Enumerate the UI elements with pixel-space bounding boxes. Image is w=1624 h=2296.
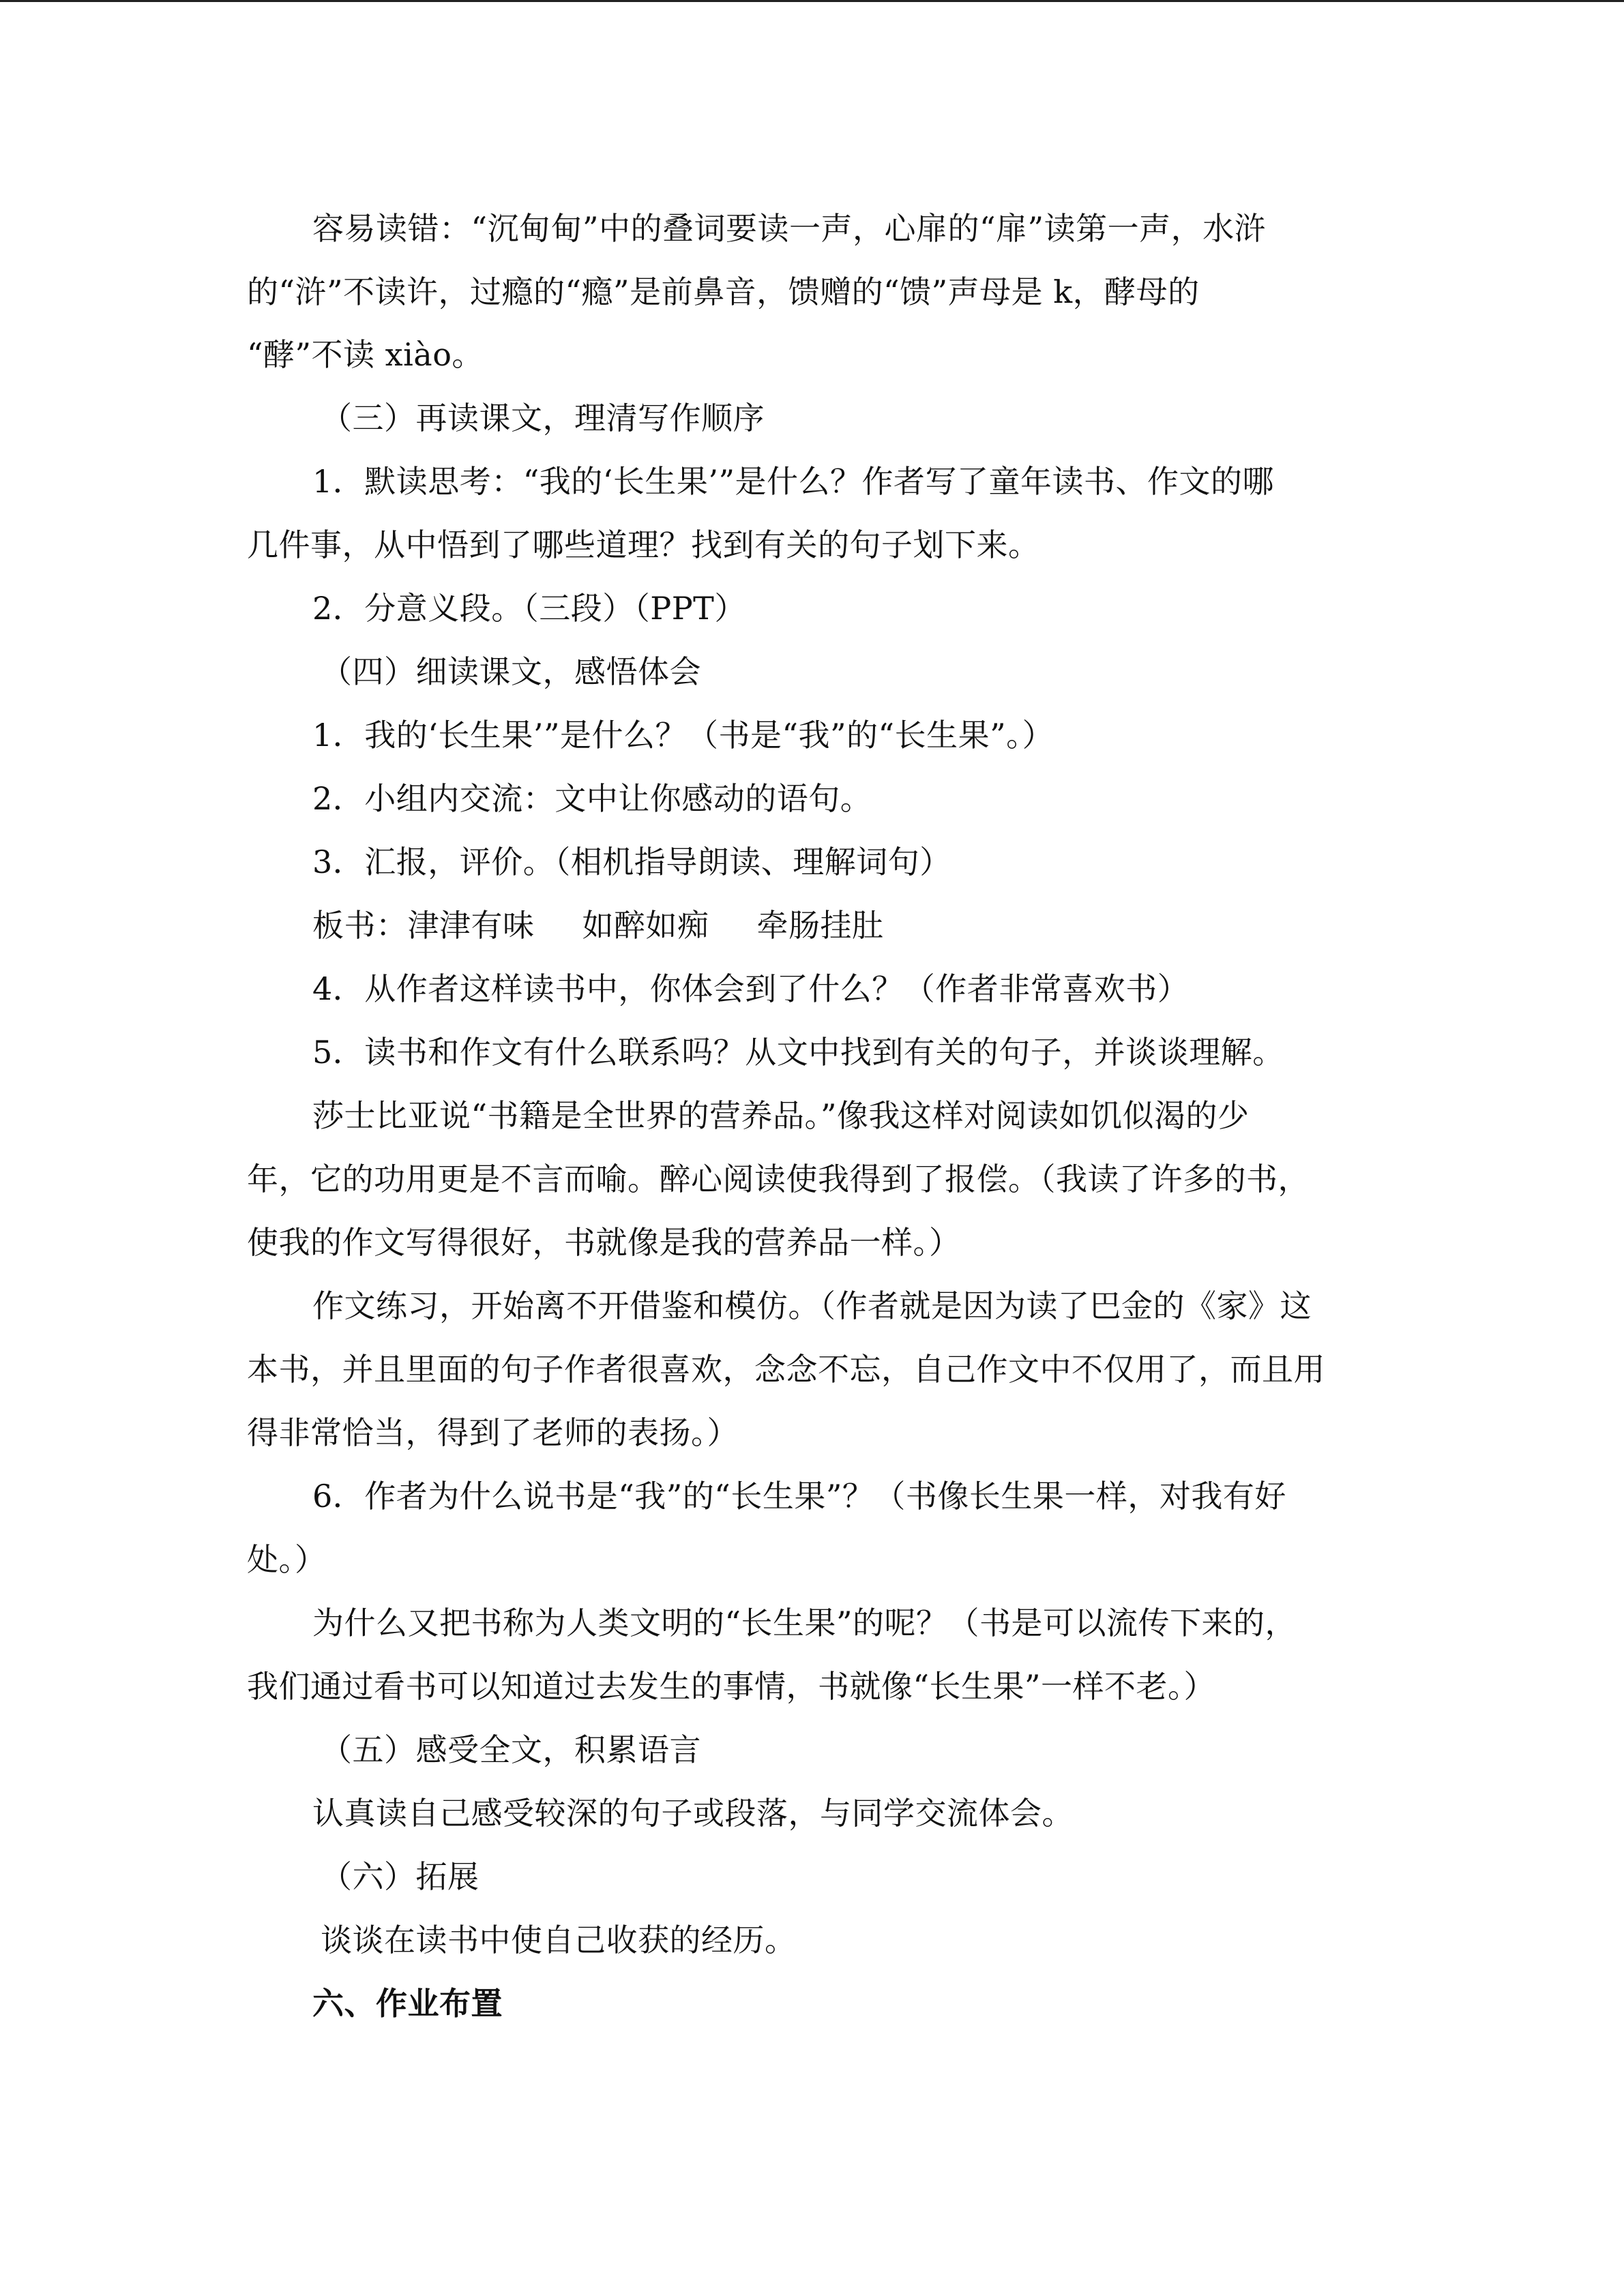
section-title-homework: 六、作业布置 xyxy=(312,1985,503,2022)
paragraph-line: 年，它的功用更是不言而喻。醉心阅读使我得到了报偿。（我读了许多的书， xyxy=(247,1161,1310,1197)
board-writing-line xyxy=(312,905,884,946)
paragraph-line: 莎士比亚说“书籍是全世界的营养品。”像我这样对阅读如饥似渴的少 xyxy=(312,1097,1250,1134)
list-item: 6．作者为什么说书是“我”的“长生果”？（书像长生果一样，对我有好 xyxy=(312,1478,1286,1515)
paragraph-line: 得非常恰当，得到了老师的表扬。） xyxy=(247,1414,739,1451)
paragraph-line: 作文练习，开始离不开借鉴和模仿。（作者就是因为读了巴金的《家》这 xyxy=(312,1287,1312,1324)
list-item: 1．我的‘长生果’”是什么？（书是“我”的“长生果”。） xyxy=(312,717,1054,754)
list-item: 2．分意义段。（三段）（PPT） xyxy=(312,590,746,627)
section-heading-3: （三）再读课文，理清写作顺序 xyxy=(321,400,765,436)
board-term: 牵肠挂肚 xyxy=(756,907,884,944)
paragraph-line: 使我的作文写得很好，书就像是我的营养品一样。） xyxy=(247,1224,961,1261)
paragraph-line: 谈谈在读书中使自己收获的经历。 xyxy=(321,1922,797,1958)
board-prefix: 板书： xyxy=(312,907,408,944)
board-term: 如醉如痴 xyxy=(582,907,709,944)
section-heading-4: （四）细读课文，感悟体会 xyxy=(321,653,701,690)
section-heading-6: （六）拓展 xyxy=(321,1858,479,1895)
paragraph-line: 处。） xyxy=(247,1541,327,1578)
paragraph-line: 认真读自己感受较深的句子或段落，与同学交流体会。 xyxy=(312,1795,1074,1832)
paragraph-line: 几件事，从中悟到了哪些道理？找到有关的句子划下来。 xyxy=(247,526,1040,563)
list-item: 3．汇报，评价。（相机指导朗读、理解词句） xyxy=(312,844,951,880)
list-item: 1．默读思考：“我的‘长生果’”是什么？作者写了童年读书、作文的哪 xyxy=(312,463,1275,500)
paragraph-line: “酵”不读 xiào。 xyxy=(247,336,484,373)
paragraph-line: 为什么又把书称为人类文明的“长生果”的呢？（书是可以流传下来的， xyxy=(312,1605,1297,1641)
list-item: 4．从作者这样读书中，你体会到了什么？（作者非常喜欢书） xyxy=(312,970,1190,1007)
board-term: 津津有味 xyxy=(407,907,535,944)
paragraph-line: 容易读错：“沉甸甸”中的叠词要读一声，心扉的“扉”读第一声，水浒 xyxy=(312,210,1267,247)
paragraph-line: 的“浒”不读许，过瘾的“瘾”是前鼻音，馈赠的“馈”声母是 k，酵母的 xyxy=(247,273,1200,310)
paragraph-line: 本书，并且里面的句子作者很喜欢，念念不忘，自己作文中不仅用了，而且用 xyxy=(247,1351,1325,1388)
section-heading-5: （五）感受全文，积累语言 xyxy=(321,1731,701,1768)
paragraph-line: 我们通过看书可以知道过去发生的事情，书就像“长生果”一样不老。） xyxy=(247,1668,1216,1705)
list-item: 2．小组内交流：文中让你感动的语句。 xyxy=(312,780,872,817)
list-item: 5．读书和作文有什么联系吗？从文中找到有关的句子，并谈谈理解。 xyxy=(312,1034,1284,1071)
